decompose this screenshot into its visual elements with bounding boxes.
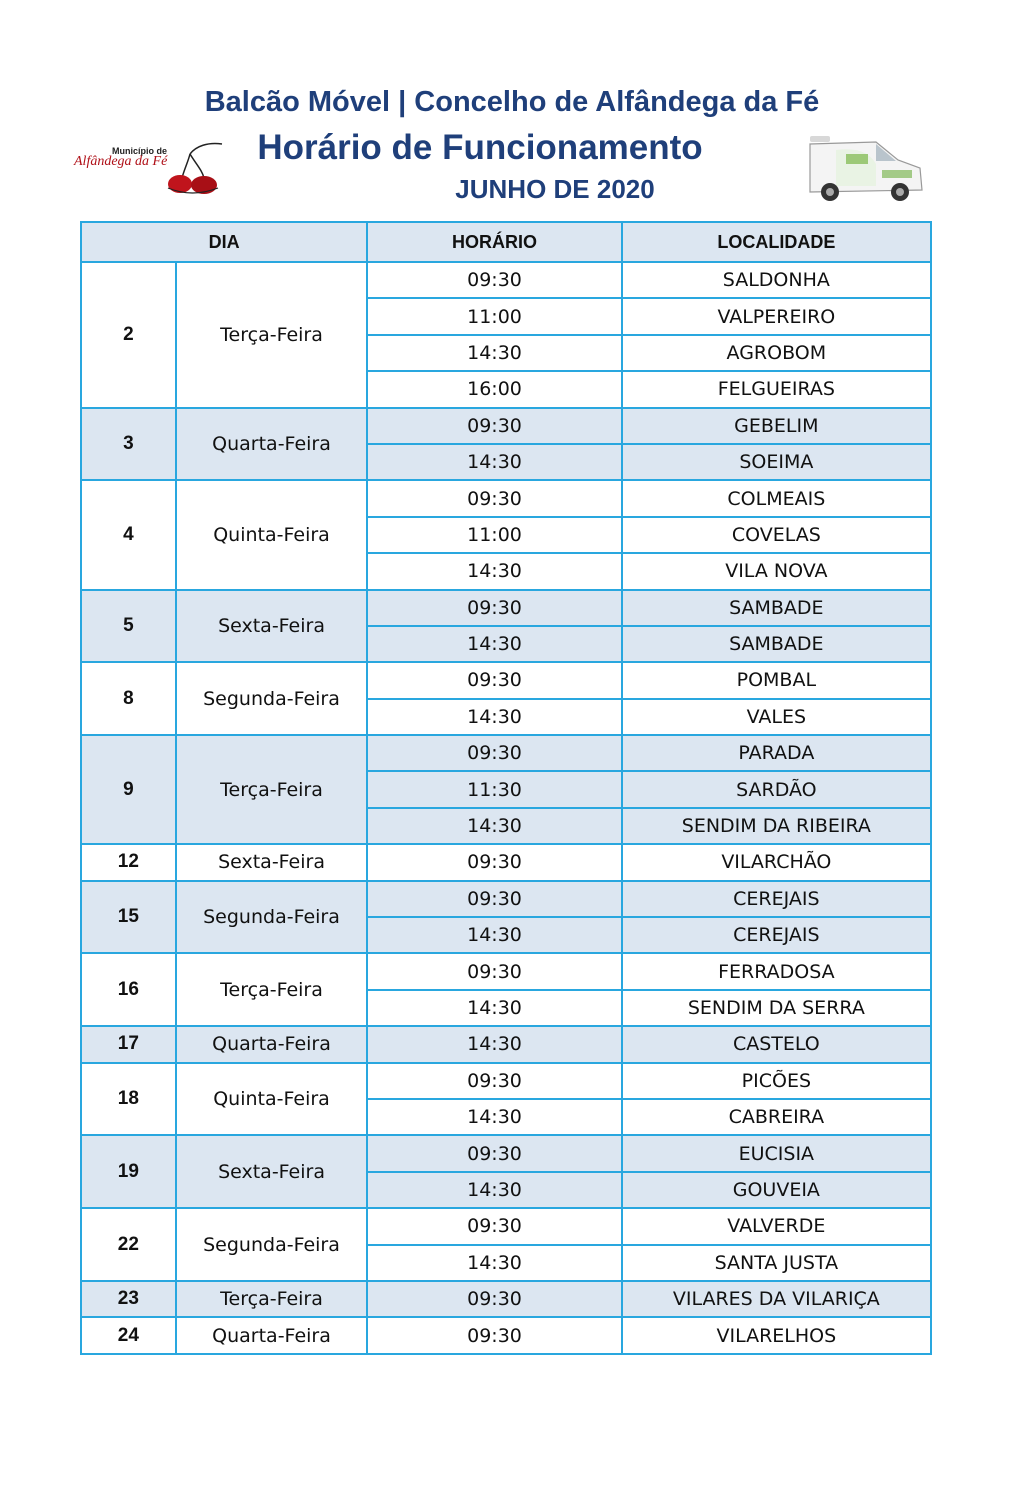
time-cell: 14:30 xyxy=(367,990,621,1026)
time-cell: 14:30 xyxy=(367,335,621,371)
locality-cell: VILA NOVA xyxy=(622,553,931,589)
day-number: 22 xyxy=(81,1208,176,1281)
day-number: 17 xyxy=(81,1026,176,1062)
time-cell: 14:30 xyxy=(367,699,621,735)
weekday: Quinta-Feira xyxy=(176,480,368,589)
locality-cell: SENDIM DA RIBEIRA xyxy=(622,808,931,844)
table-row xyxy=(81,735,931,771)
time-cell: 14:30 xyxy=(367,553,621,589)
weekday: Terça-Feira xyxy=(176,262,368,408)
day-number: 12 xyxy=(81,844,176,880)
weekday: Terça-Feira xyxy=(176,735,368,844)
locality-cell: GOUVEIA xyxy=(622,1172,931,1208)
time-cell: 09:30 xyxy=(367,1063,621,1099)
day-number: 4 xyxy=(81,480,176,589)
table-header-row xyxy=(81,222,931,262)
day-number: 8 xyxy=(81,662,176,735)
header-localidade: LOCALIDADE xyxy=(622,222,931,262)
weekday: Quarta-Feira xyxy=(176,1317,368,1353)
time-cell: 09:30 xyxy=(367,881,621,917)
day-number: 18 xyxy=(81,1063,176,1136)
header-title: Balcão Móvel | Concelho de Alfândega da Fé xyxy=(204,86,820,118)
time-cell: 09:30 xyxy=(367,1135,621,1171)
day-number: 9 xyxy=(81,735,176,844)
table-row xyxy=(81,1317,931,1353)
schedule-body xyxy=(81,262,931,1354)
time-cell: 14:30 xyxy=(367,444,621,480)
day-number: 15 xyxy=(81,881,176,954)
weekday: Sexta-Feira xyxy=(176,590,368,663)
locality-cell: SAMBADE xyxy=(622,590,931,626)
weekday: Segunda-Feira xyxy=(176,1208,368,1281)
locality-cell: AGROBOM xyxy=(622,335,931,371)
logo-small-text: Município de xyxy=(112,146,167,156)
time-cell: 09:30 xyxy=(367,953,621,989)
locality-cell: SANTA JUSTA xyxy=(622,1245,931,1281)
locality-cell: PARADA xyxy=(622,735,931,771)
time-cell: 14:30 xyxy=(367,1172,621,1208)
table-row xyxy=(81,953,931,989)
time-cell: 11:00 xyxy=(367,517,621,553)
weekday: Quarta-Feira xyxy=(176,1026,368,1062)
day-number: 23 xyxy=(81,1281,176,1317)
locality-cell: FELGUEIRAS xyxy=(622,371,931,407)
table-row xyxy=(81,262,931,298)
time-cell: 09:30 xyxy=(367,480,621,516)
day-number: 24 xyxy=(81,1317,176,1353)
time-cell: 09:30 xyxy=(367,1281,621,1317)
time-cell: 16:00 xyxy=(367,371,621,407)
page-title: Horário de Funcionamento xyxy=(257,128,703,167)
time-cell: 09:30 xyxy=(367,735,621,771)
locality-cell: CASTELO xyxy=(622,1026,931,1062)
table-row xyxy=(81,480,931,516)
day-number: 5 xyxy=(81,590,176,663)
weekday: Sexta-Feira xyxy=(176,844,368,880)
day-number: 2 xyxy=(81,262,176,408)
header-dia: DIA xyxy=(81,222,367,262)
locality-cell: SAMBADE xyxy=(622,626,931,662)
table-row xyxy=(81,408,931,444)
time-cell: 09:30 xyxy=(367,408,621,444)
day-number: 16 xyxy=(81,953,176,1026)
time-cell: 09:30 xyxy=(367,262,621,298)
locality-cell: FERRADOSA xyxy=(622,953,931,989)
locality-cell: VILARCHÃO xyxy=(622,844,931,880)
locality-cell: GEBELIM xyxy=(622,408,931,444)
time-cell: 09:30 xyxy=(367,1208,621,1244)
locality-cell: CEREJAIS xyxy=(622,917,931,953)
locality-cell: PICÕES xyxy=(622,1063,931,1099)
locality-cell: EUCISIA xyxy=(622,1135,931,1171)
table-row xyxy=(81,662,931,698)
schedule-table xyxy=(80,221,932,1355)
day-number: 19 xyxy=(81,1135,176,1208)
weekday: Terça-Feira xyxy=(176,1281,368,1317)
table-row xyxy=(81,1026,931,1062)
table-row xyxy=(81,1135,931,1171)
logo-main-text: Alfândega da Fé xyxy=(74,154,168,169)
delivery-van-icon xyxy=(806,128,926,208)
weekday: Segunda-Feira xyxy=(176,662,368,735)
locality-cell: COLMEAIS xyxy=(622,480,931,516)
weekday: Quarta-Feira xyxy=(176,408,368,481)
time-cell: 09:30 xyxy=(367,590,621,626)
page-subtitle: JUNHO DE 2020 xyxy=(455,174,655,204)
locality-cell: SARDÃO xyxy=(622,771,931,807)
locality-cell: VALPEREIRO xyxy=(622,298,931,334)
locality-cell: SALDONHA xyxy=(622,262,931,298)
time-cell: 14:30 xyxy=(367,917,621,953)
locality-cell: SENDIM DA SERRA xyxy=(622,990,931,1026)
weekday: Terça-Feira xyxy=(176,953,368,1026)
locality-cell: COVELAS xyxy=(622,517,931,553)
time-cell: 11:00 xyxy=(367,298,621,334)
time-cell: 14:30 xyxy=(367,1245,621,1281)
locality-cell: VILARES DA VILARIÇA xyxy=(622,1281,931,1317)
day-number: 3 xyxy=(81,408,176,481)
table-row xyxy=(81,590,931,626)
locality-cell: POMBAL xyxy=(622,662,931,698)
table-row xyxy=(81,1063,931,1099)
weekday: Segunda-Feira xyxy=(176,881,368,954)
time-cell: 09:30 xyxy=(367,844,621,880)
locality-cell: VALVERDE xyxy=(622,1208,931,1244)
table-row xyxy=(81,1281,931,1317)
locality-cell: CEREJAIS xyxy=(622,881,931,917)
table-row xyxy=(81,1208,931,1244)
weekday: Sexta-Feira xyxy=(176,1135,368,1208)
time-cell: 09:30 xyxy=(367,662,621,698)
weekday: Quinta-Feira xyxy=(176,1063,368,1136)
time-cell: 09:30 xyxy=(367,1317,621,1353)
table-row xyxy=(81,881,931,917)
time-cell: 11:30 xyxy=(367,771,621,807)
locality-cell: VALES xyxy=(622,699,931,735)
locality-cell: CABREIRA xyxy=(622,1099,931,1135)
time-cell: 14:30 xyxy=(367,808,621,844)
time-cell: 14:30 xyxy=(367,1099,621,1135)
time-cell: 14:30 xyxy=(367,626,621,662)
locality-cell: VILARELHOS xyxy=(622,1317,931,1353)
header-horario: HORÁRIO xyxy=(367,222,621,262)
time-cell: 14:30 xyxy=(367,1026,621,1062)
locality-cell: SOEIMA xyxy=(622,444,931,480)
table-row xyxy=(81,844,931,880)
